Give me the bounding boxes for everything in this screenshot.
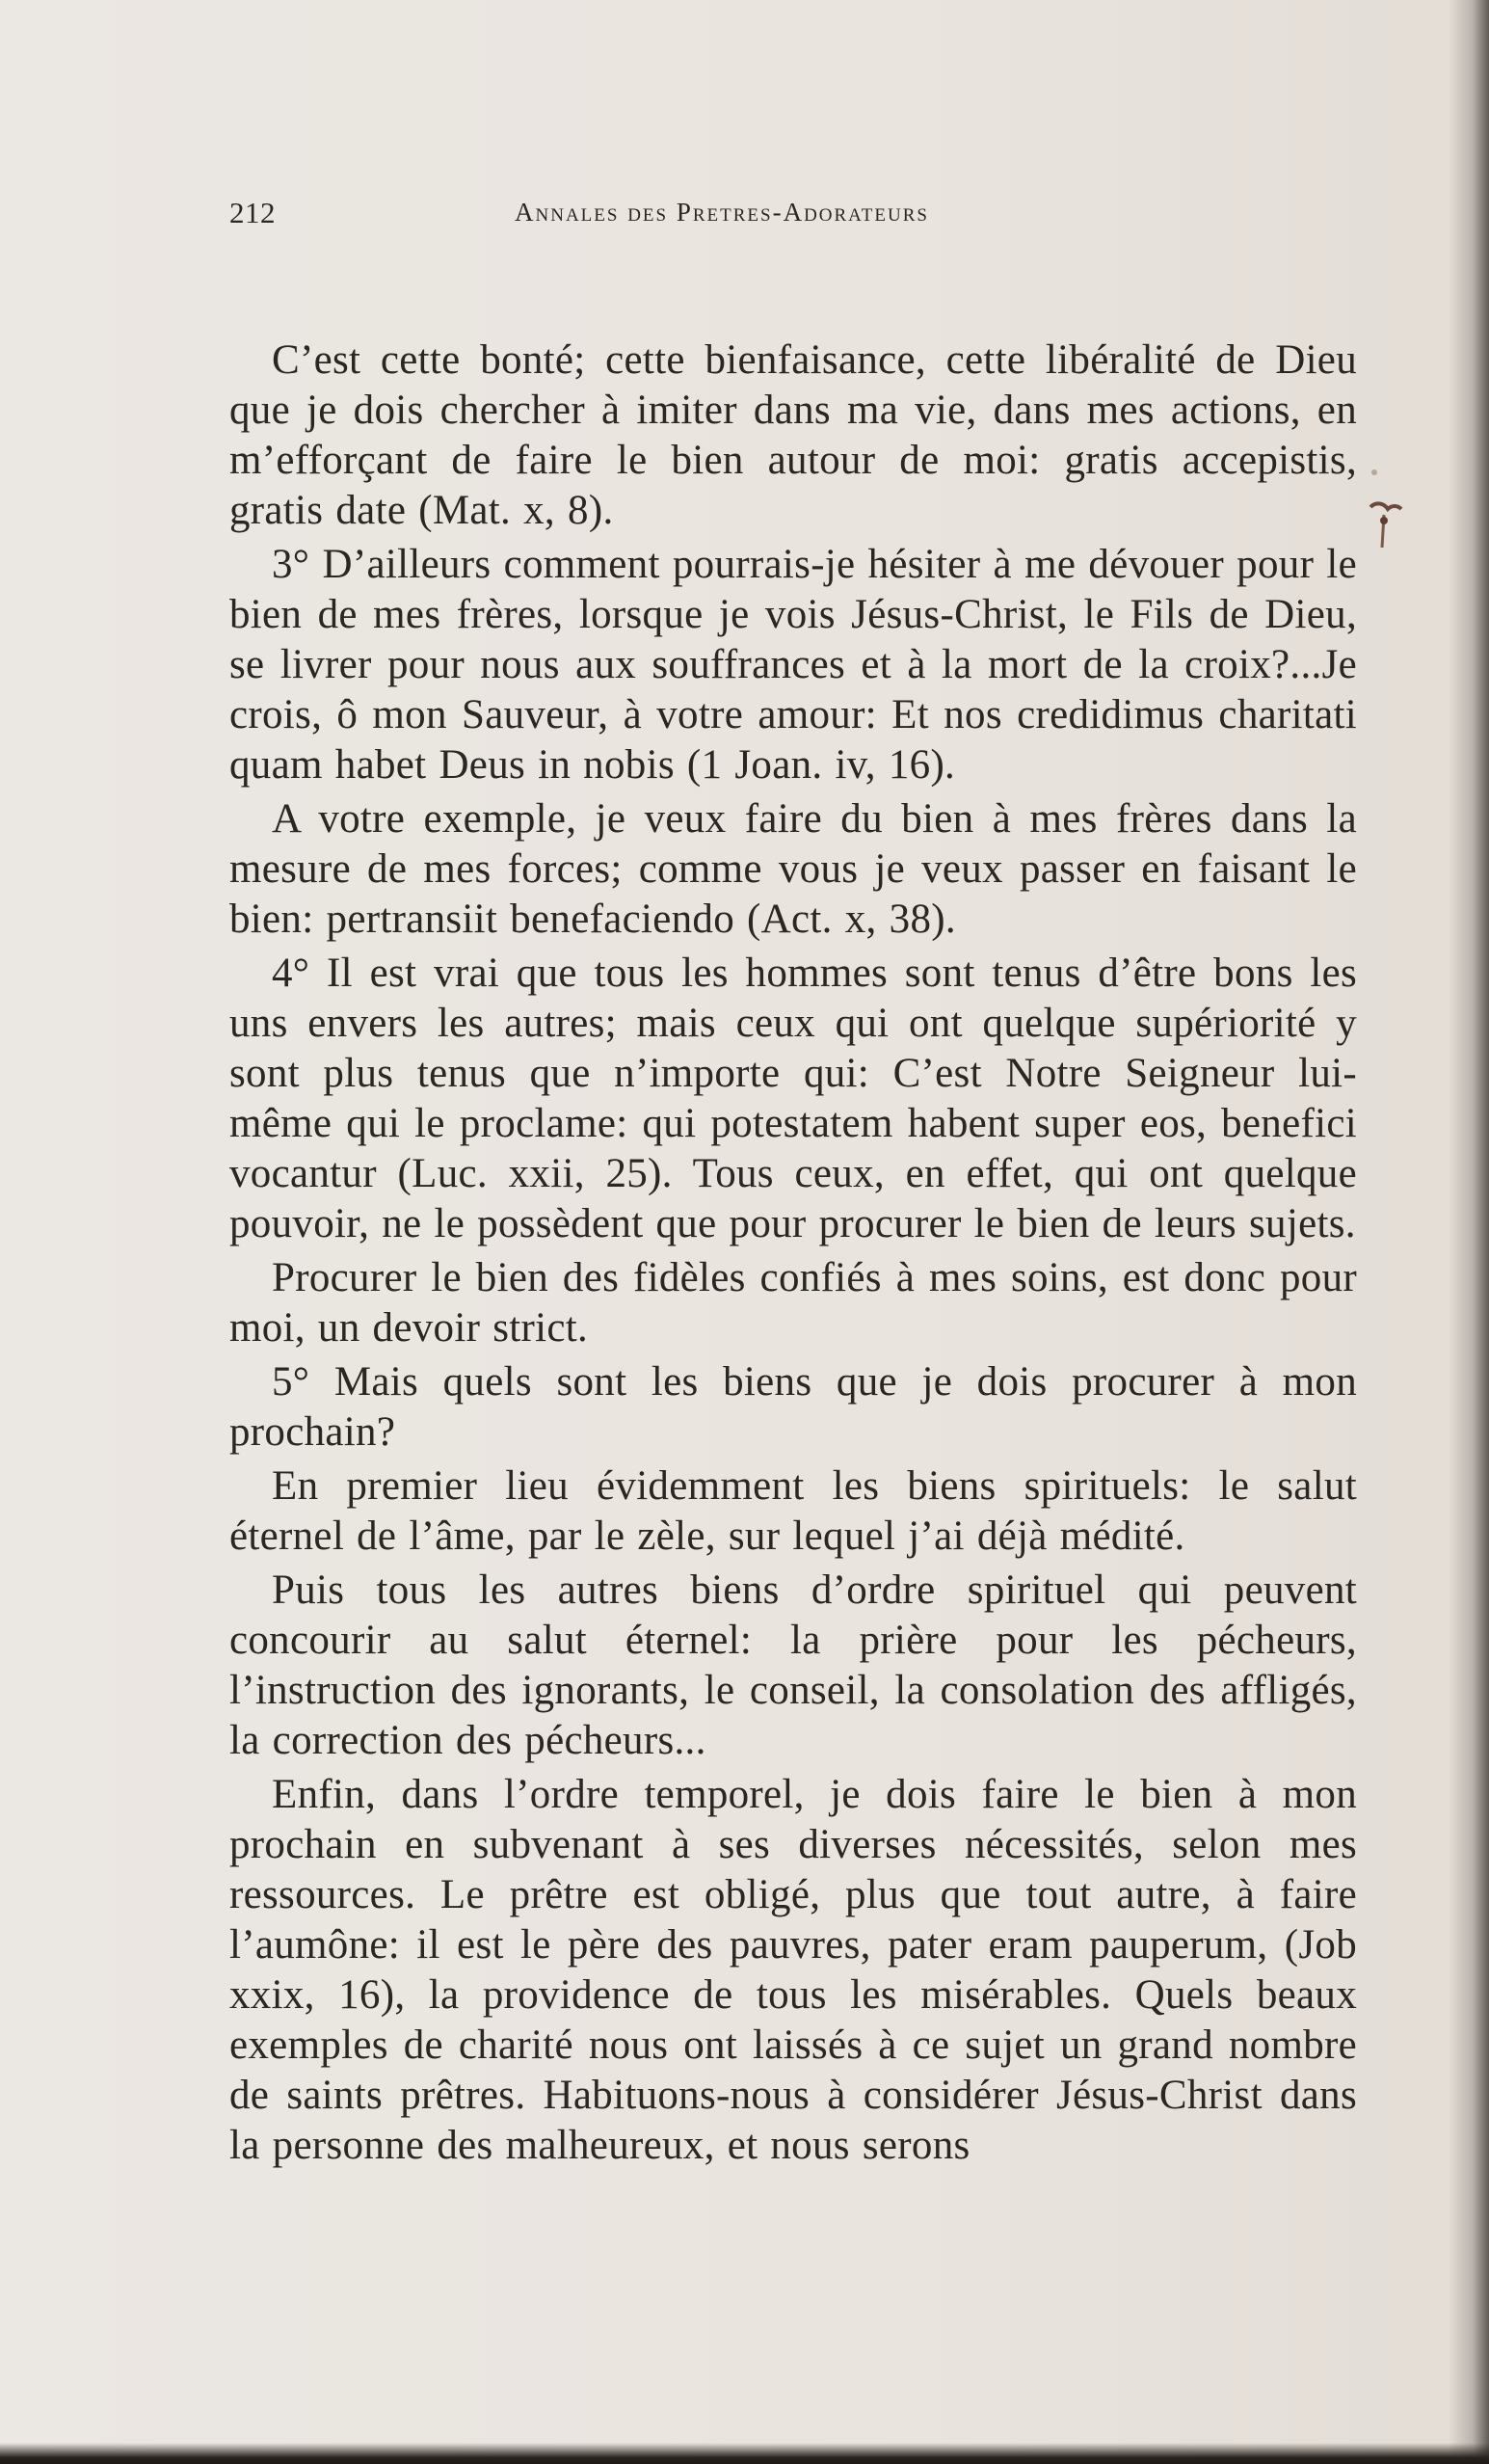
margin-ink-mark [1367,451,1405,567]
paragraph-4: 4° Il est vrai que tous les hommes sont tenus d’être bons les uns envers les autres; mais ceux qui ont quelque supériorité y sont plus tenus que n’importe qui: C’est Notre Seigneur lui-même qui le proclame: qui potestatem habent super eos, benefici vocantur (Luc. xxii, 25). Tous ceux, en effet, qui ont quelque pouvoir, ne le possèdent que pour procurer le bien de leurs sujets. [229,951,1357,1246]
paragraph-9: Enfin, dans l’ordre temporel, je dois faire le bien à mon prochain en subvenant à ses diverses nécessités, selon mes ressources. Le prêtre est obligé, plus que tout autre, à faire l’aumône: il est le père des pauvres, pater eram pauperum, (Job xxix, 16), la providence de tous les misérables. Quels beaux exemples de charité nous ont laissés à ce sujet un grand nombre de saints prêtres. Habituons-nous à considérer Jésus-Christ dans la personne des malheureux, et nous serons [229,1772,1357,2168]
page-header [229,196,1097,244]
page-body [229,335,1357,2175]
page-edge-shadow [1449,0,1489,2464]
paragraph-8: Puis tous les autres biens d’ordre spirituel qui peuvent concourir au salut éternel: la prière pour les pécheurs, l’instruction des ignorants, le conseil, la consolation des affligés, la correction des pécheurs... [229,1567,1357,1763]
running-head: Annales des Pretres-Adorateurs [515,198,929,227]
paragraph-5: Procurer le bien des fidèles confiés à mes soins, est donc pour moi, un devoir strict. [229,1255,1357,1351]
bottom-edge-shadow [0,2443,1489,2464]
paragraph-1: C’est cette bonté; cette bienfaisance, cette libéralité de Dieu que je dois chercher à imiter dans ma vie, dans mes actions, en m’efforçant de faire le bien autour de moi: gratis accepistis, gratis date (Mat. x, 8). [229,337,1357,533]
page-number: 212 [229,196,276,229]
paragraph-7: En premier lieu évidemment les biens spirituels: le salut éternel de l’âme, par le zèle, sur lequel j’ai déjà médité. [229,1463,1357,1559]
paragraph-2: 3° D’ailleurs comment pourrais-je hésiter à me dévouer pour le bien de mes frères, lorsque je vois Jésus-Christ, le Fils de Dieu, se livrer pour nous aux souffrances et à la mort de la croix?...Je crois, ô mon Sauveur, à votre amour: Et nos credidimus charitati quam habet Deus in nobis (1 Joan. iv, 16). [229,542,1357,788]
paragraph-3: A votre exemple, je veux faire du bien à mes frères dans la mesure de mes forces; comme vous je veux passer en faisant le bien: pertransiit benefaciendo (Act. x, 38). [229,796,1357,942]
paragraph-6: 5° Mais quels sont les biens que je dois procurer à mon prochain? [229,1359,1357,1455]
